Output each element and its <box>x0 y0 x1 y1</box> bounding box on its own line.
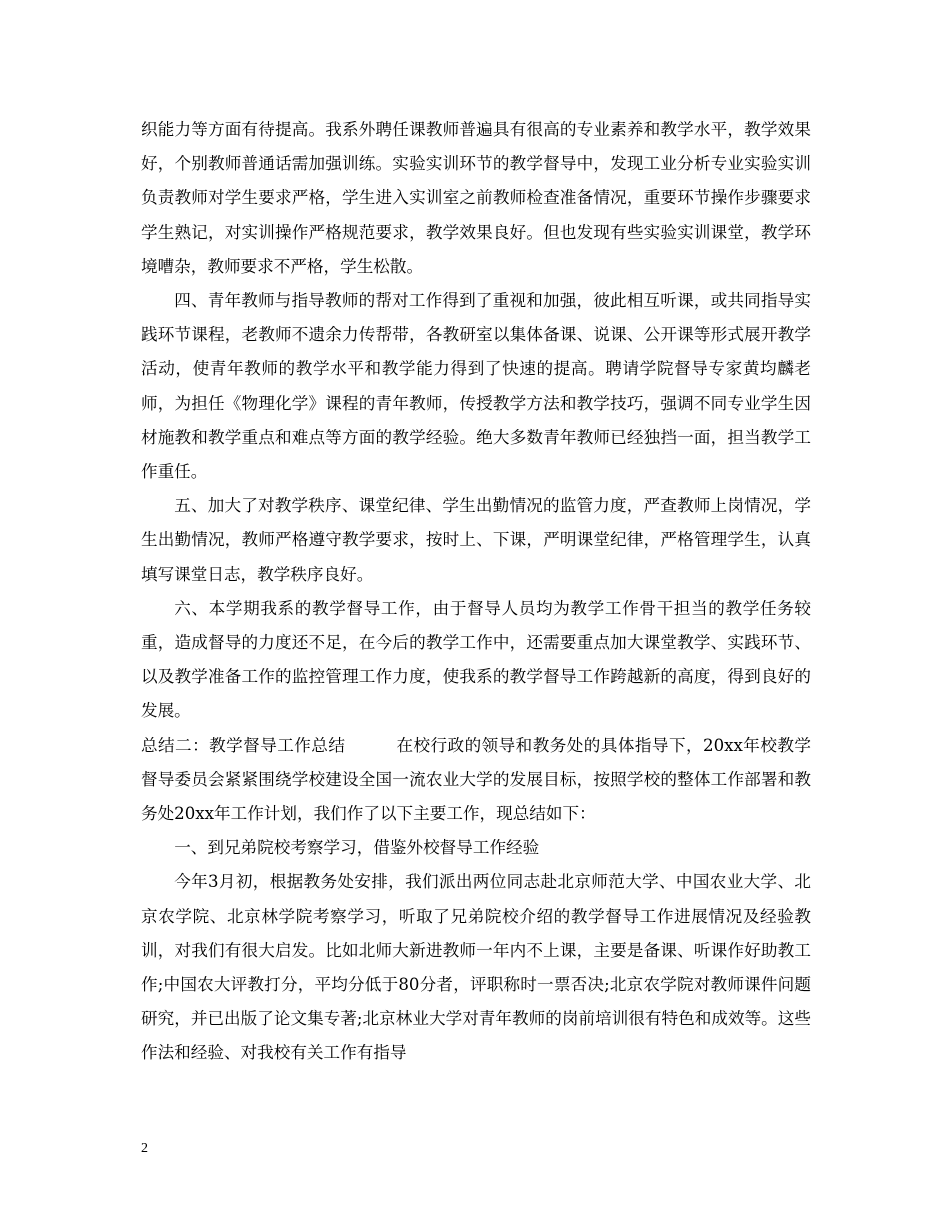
paragraph-1: 织能力等方面有待提高。我系外聘任课教师普遍具有很高的专业素养和教学水平，教学效果好，个别教师普通话需加强训练。实验实训环节的教学督导中，发现工业分析专业实验实训负责教师对学生要求严格，学生进入实训室之前教师检查准备情况，重要环节操作步骤要求学生熟记，对实训操作严格规范要求，教学效果良好。但也发现有些实验实训课堂，教学环境嘈杂，教师要求不严格，学生松散。 <box>141 120 811 276</box>
paragraph-3: 五、加大了对教学秩序、课堂纪律、学生出勤情况的监管力度，严查教师上岗情况，学生出勤情况，教师严格遵守教学要求，按时上、下课，严明课堂纪律，严格管理学生，认真填写课堂日志，教学秩序良好。 <box>141 496 811 584</box>
paragraph-5: 总结二：教学督导工作总结 在校行政的领导和教务处的具体指导下，20xx年校教学督导委员会紧紧围绕学校建设全国一流农业大学的发展目标，按照学校的整体工作部署和教务处20xx年工作计划，我们作了以下主要工作，现总结如下： <box>141 735 811 824</box>
paragraph-4: 六、本学期我系的教学督导工作，由于督导人员均为教学工作骨干担当的教学任务较重，造成督导的力度还不足，在今后的教学工作中，还需要重点加大课堂教学、实践环节、以及教学准备工作的监控管理工作力度，使我系的教学督导工作跨越新的高度，得到良好的发展。 <box>141 598 811 721</box>
section-heading: 一、到兄弟院校考察学习，借鉴外校督导工作经验 <box>174 838 540 858</box>
document-body <box>141 113 811 1071</box>
page-number: 2 <box>141 1141 148 1156</box>
paragraph-2: 四、青年教师与指导教师的帮对工作得到了重视和加强，彼此相互听课，或共同指导实践环节课程，老教师不遗余力传帮带，各教研室以集体备课、说课、公开课等形式展开教学活动，使青年教师的教学水平和教学能力得到了快速的提高。聘请学院督导专家黄均麟老师，为担任《物理化学》课程的青年教师，传授教学方法和教学技巧，强调不同专业学生因材施教和教学重点和难点等方面的教学经验。绝大多数青年教师已经独挡一面，担当教学工作重任。 <box>141 291 811 482</box>
paragraph-7: 今年3月初，根据教务处安排，我们派出两位同志赴北京师范大学、中国农业大学、北京农学院、北京林学院考察学习，听取了兄弟院校介绍的教学督导工作进展情况及经验教训，对我们有很大启发。比如北师大新进教师一年内不上课，主要是备课、听课作好助教工作;中国农大评教打分，平均分低于80分者，评职称时一票否决;北京农学院对教师课件问题研究，并已出版了论文集专著;北京林业大学对青年教师的岗前培训很有特色和成效等。这些作法和经验、对我校有关工作有指导 <box>141 872 811 1063</box>
